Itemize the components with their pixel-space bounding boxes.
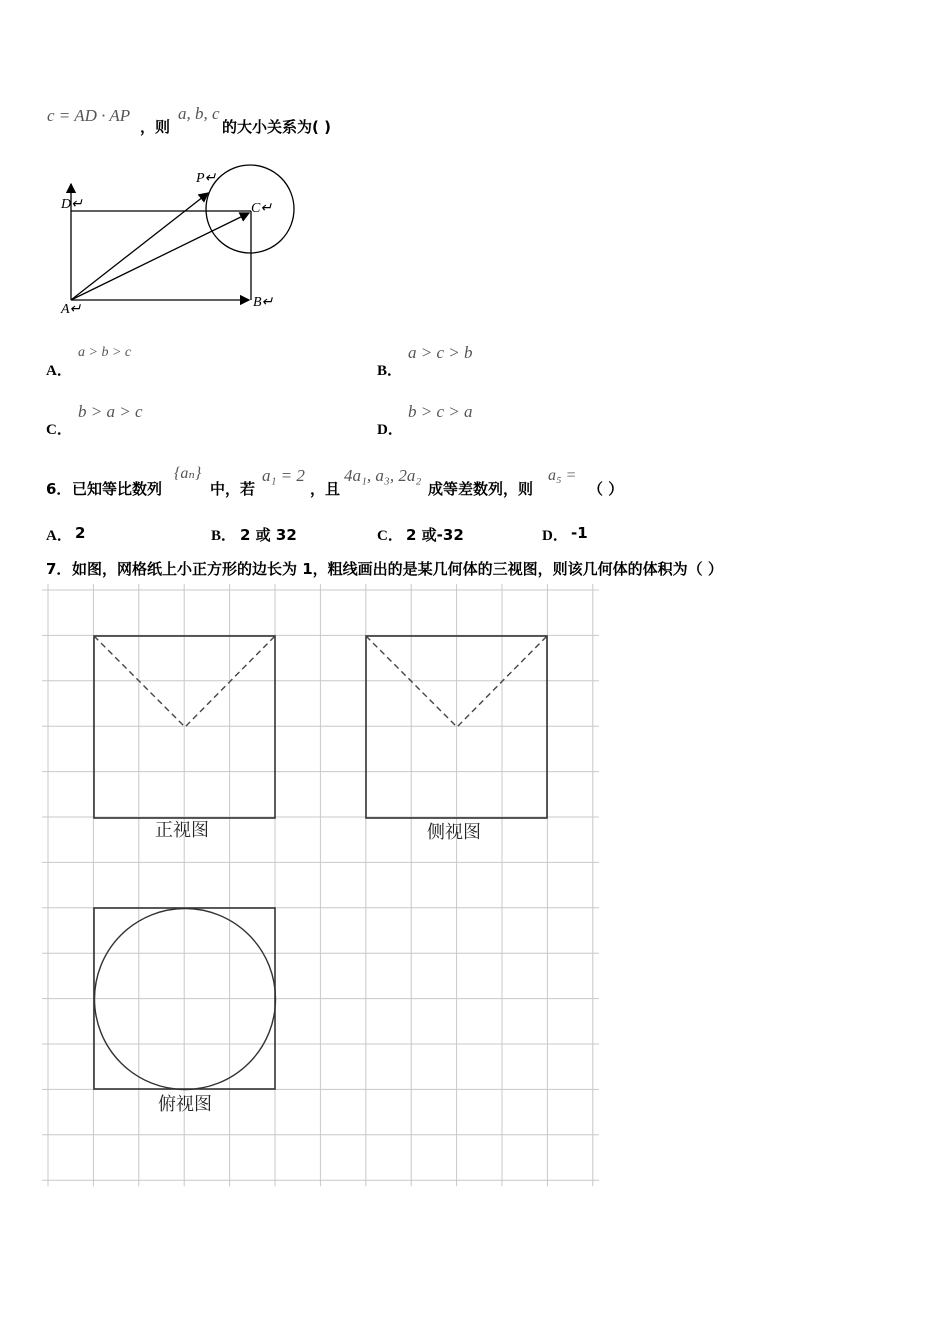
label-c: C↵: [251, 201, 273, 216]
q7-number: 7．: [46, 560, 72, 578]
q5-option-a-expr: a > b > c: [78, 345, 132, 360]
q6-option-a-label: A．: [46, 528, 72, 544]
q5-option-d-label: D．: [377, 422, 403, 438]
q6-text4: 成等差数列，则: [428, 480, 534, 498]
q5-sep: ，则: [140, 118, 171, 136]
grid-lines: [42, 584, 599, 1186]
q5-expr-c: c = AD · AP: [47, 106, 131, 125]
q5-option-c-expr: b > a > c: [78, 402, 143, 421]
vector-ap: [71, 193, 208, 300]
top-view-label: 俯视图: [158, 1094, 212, 1115]
q6-seq: {aₙ}: [174, 465, 202, 482]
q7-text: 如图，网格纸上小正方形的边长为 1，粗线画出的是某几何体的三视图，则该几何体的体积为（ ）: [72, 560, 723, 578]
q6-cond1: a₁ = 2: [262, 466, 305, 485]
q6-option-d-text: -1: [571, 524, 588, 542]
q6-option-a-text: 2: [75, 524, 86, 542]
q6-option-b-label: B．: [211, 528, 237, 544]
circle-c: [206, 165, 294, 253]
label-d: D↵: [61, 197, 83, 212]
q6-option-c-text: 2 或-32: [406, 526, 464, 544]
q5-tail: 的大小关系为( ): [222, 118, 331, 136]
label-p: P↵: [196, 171, 217, 186]
q6-text5: （ ）: [588, 480, 624, 498]
q6-option-c-label: C．: [377, 528, 403, 544]
top-view: [94, 908, 276, 1115]
q5-option-d-expr: b > c > a: [408, 402, 473, 421]
q5-option-c-label: C．: [46, 422, 72, 438]
side-view-label: 侧视图: [427, 822, 481, 843]
label-a: A↵: [61, 302, 82, 317]
front-view-label: 正视图: [155, 820, 209, 841]
q5-option-a-label: A．: [46, 363, 72, 379]
q5-option-b-label: B．: [377, 363, 403, 379]
q6-text2: 中，若: [210, 480, 256, 498]
vector-ac: [71, 213, 249, 300]
q6-cond2: 4a₁, a₃, 2a₂: [344, 466, 422, 485]
q5-option-b-expr: a > c > b: [408, 343, 473, 362]
q6-option-b-text: 2 或 32: [240, 526, 297, 544]
q6-text1: 已知等比数列: [72, 480, 163, 498]
q5-figure: [55, 160, 305, 320]
q6-number: 6．: [46, 480, 72, 498]
q6-target: a₅ =: [548, 467, 577, 484]
label-b: B↵: [253, 295, 274, 310]
q6-option-d-label: D．: [542, 528, 568, 544]
q7-three-view-figure: [40, 582, 610, 1192]
q5-vars: a, b, c: [178, 104, 220, 123]
q6-text3: ，且: [310, 480, 341, 498]
